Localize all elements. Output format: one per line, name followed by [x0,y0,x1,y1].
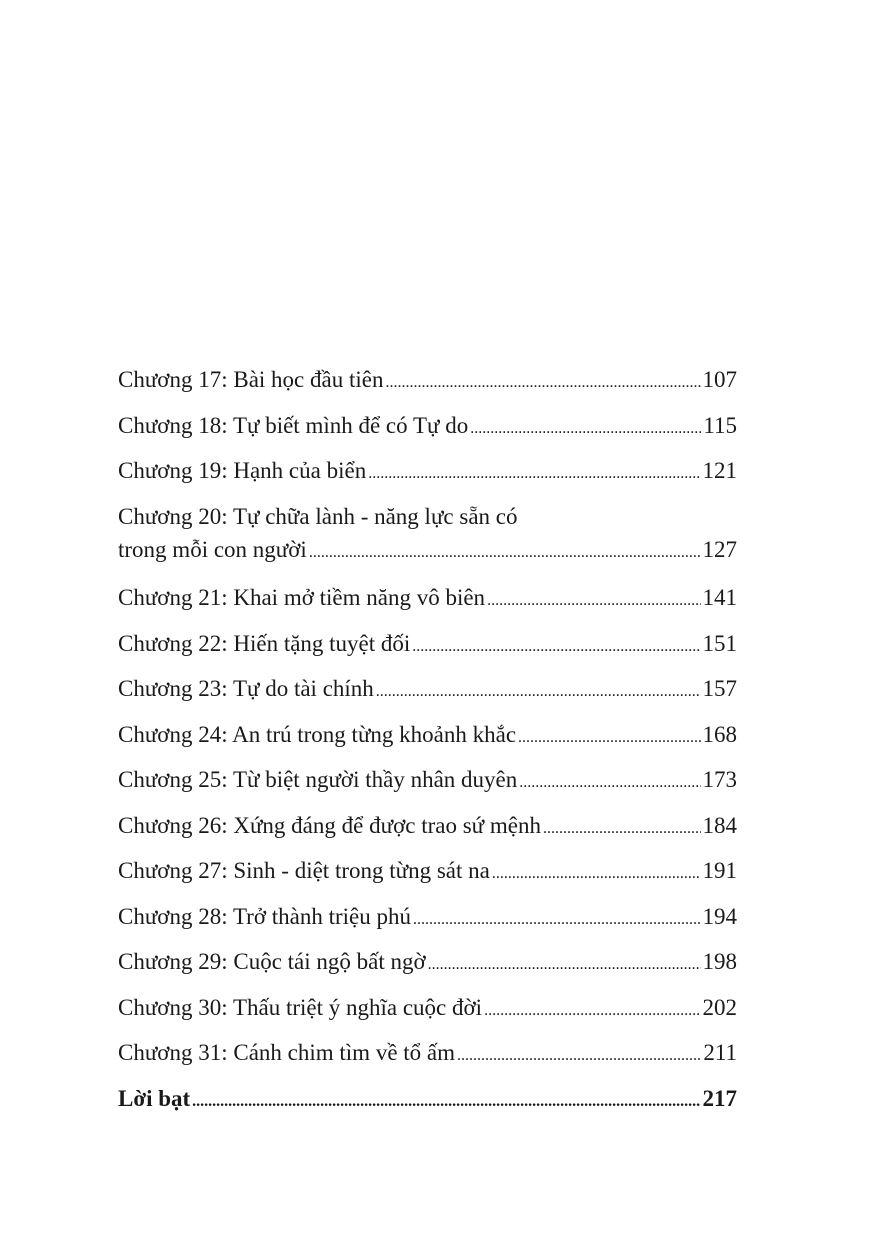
toc-entry-title: Chương 21: Khai mở tiềm năng vô biên [118,585,486,610]
toc-entry-chapter-19[interactable] [118,453,737,489]
toc-entry-chapter-22[interactable] [118,626,737,662]
toc-entry-page: 121 [702,458,737,483]
toc-entry-page: 141 [702,585,737,610]
toc-entry-title: Chương 27: Sinh - diệt trong từng sát na [118,858,490,883]
toc-entry-title: Lời bạt [118,1085,191,1111]
toc-entry-title: Chương 17: Bài học đầu tiên [118,367,384,392]
toc-entry-page: 127 [702,536,737,562]
toc-entry-page: 198 [702,949,737,974]
dot-leader [428,947,701,983]
toc-entry-title: Chương 24: An trú trong từng khoảnh khắc [118,721,517,747]
toc-entry-title: Chương 30: Thấu triệt ý nghĩa cuộc đời [118,994,483,1020]
toc-entry-page: 115 [703,412,737,438]
toc-entry-title: Chương 22: Hiến tặng tuyệt đối [118,630,411,656]
dot-leader [457,1038,701,1074]
dot-leader [412,629,700,665]
toc-entry-page: 191 [702,858,737,883]
toc-entry-page: 168 [702,721,737,747]
toc-entry-chapter-17[interactable] [118,362,737,398]
toc-entry-title-line2: trong mỗi con người [118,536,307,562]
dot-leader [518,720,700,756]
dot-leader [519,765,700,801]
dot-leader [487,583,700,619]
toc-entry-title: Chương 28: Trở thành triệu phú [118,903,412,929]
toc-entry-chapter-24[interactable] [118,717,737,753]
dot-leader [376,674,701,710]
dot-leader [470,411,701,447]
toc-entry-chapter-28[interactable] [118,899,737,935]
toc-entry-page: 202 [702,994,737,1020]
toc-entry-chapter-25[interactable] [118,762,737,798]
toc-entry-chapter-21[interactable] [118,580,737,616]
toc-entry-page: 211 [703,1040,737,1065]
toc-entry-title-line1: Chương 20: Tự chữa lành - năng lực sẵn có [118,503,518,529]
toc-entry-chapter-18[interactable] [118,408,737,444]
dot-leader [413,902,700,938]
toc-entry-page: 107 [702,367,737,392]
toc-entry-title: Chương 29: Cuộc tái ngộ bất ngờ [118,949,426,974]
toc-entry-chapter-23[interactable] [118,671,737,707]
toc-entry-page: 157 [702,676,737,701]
dot-leader [192,1084,700,1120]
toc-entry-page: 184 [702,812,737,838]
dot-leader [368,456,700,492]
toc-entry-title: Chương 23: Tự do tài chính [118,676,374,701]
table-of-contents [118,362,737,1126]
dot-leader [309,535,701,571]
toc-entry-chapter-27[interactable] [118,853,737,889]
toc-entry-page: 194 [702,903,737,929]
toc-entry-title: Chương 19: Hạnh của biển [118,458,367,483]
dot-leader [385,365,700,401]
dot-leader [484,993,700,1029]
toc-entry-title: Chương 25: Từ biệt người thầy nhân duyên [118,767,518,792]
toc-entry-chapter-29[interactable] [118,944,737,980]
dot-leader [543,811,701,847]
toc-entry-chapter-30[interactable] [118,990,737,1026]
dot-leader [492,856,701,892]
toc-entry-page: 217 [702,1085,737,1111]
toc-entry-chapter-31[interactable] [118,1035,737,1071]
toc-entry-title: Chương 31: Cánh chim tìm về tổ ấm [118,1040,456,1065]
toc-entry-page: 173 [702,767,737,792]
toc-entry-title: Chương 18: Tự biết mình để có Tự do [118,412,469,438]
toc-entry-chapter-20[interactable] [118,499,737,571]
toc-entry-afterword[interactable] [118,1081,737,1117]
toc-entry-title: Chương 26: Xứng đáng để được trao sứ mệnh [118,812,541,838]
toc-entry-chapter-26[interactable] [118,808,737,844]
toc-entry-page: 151 [702,630,737,656]
